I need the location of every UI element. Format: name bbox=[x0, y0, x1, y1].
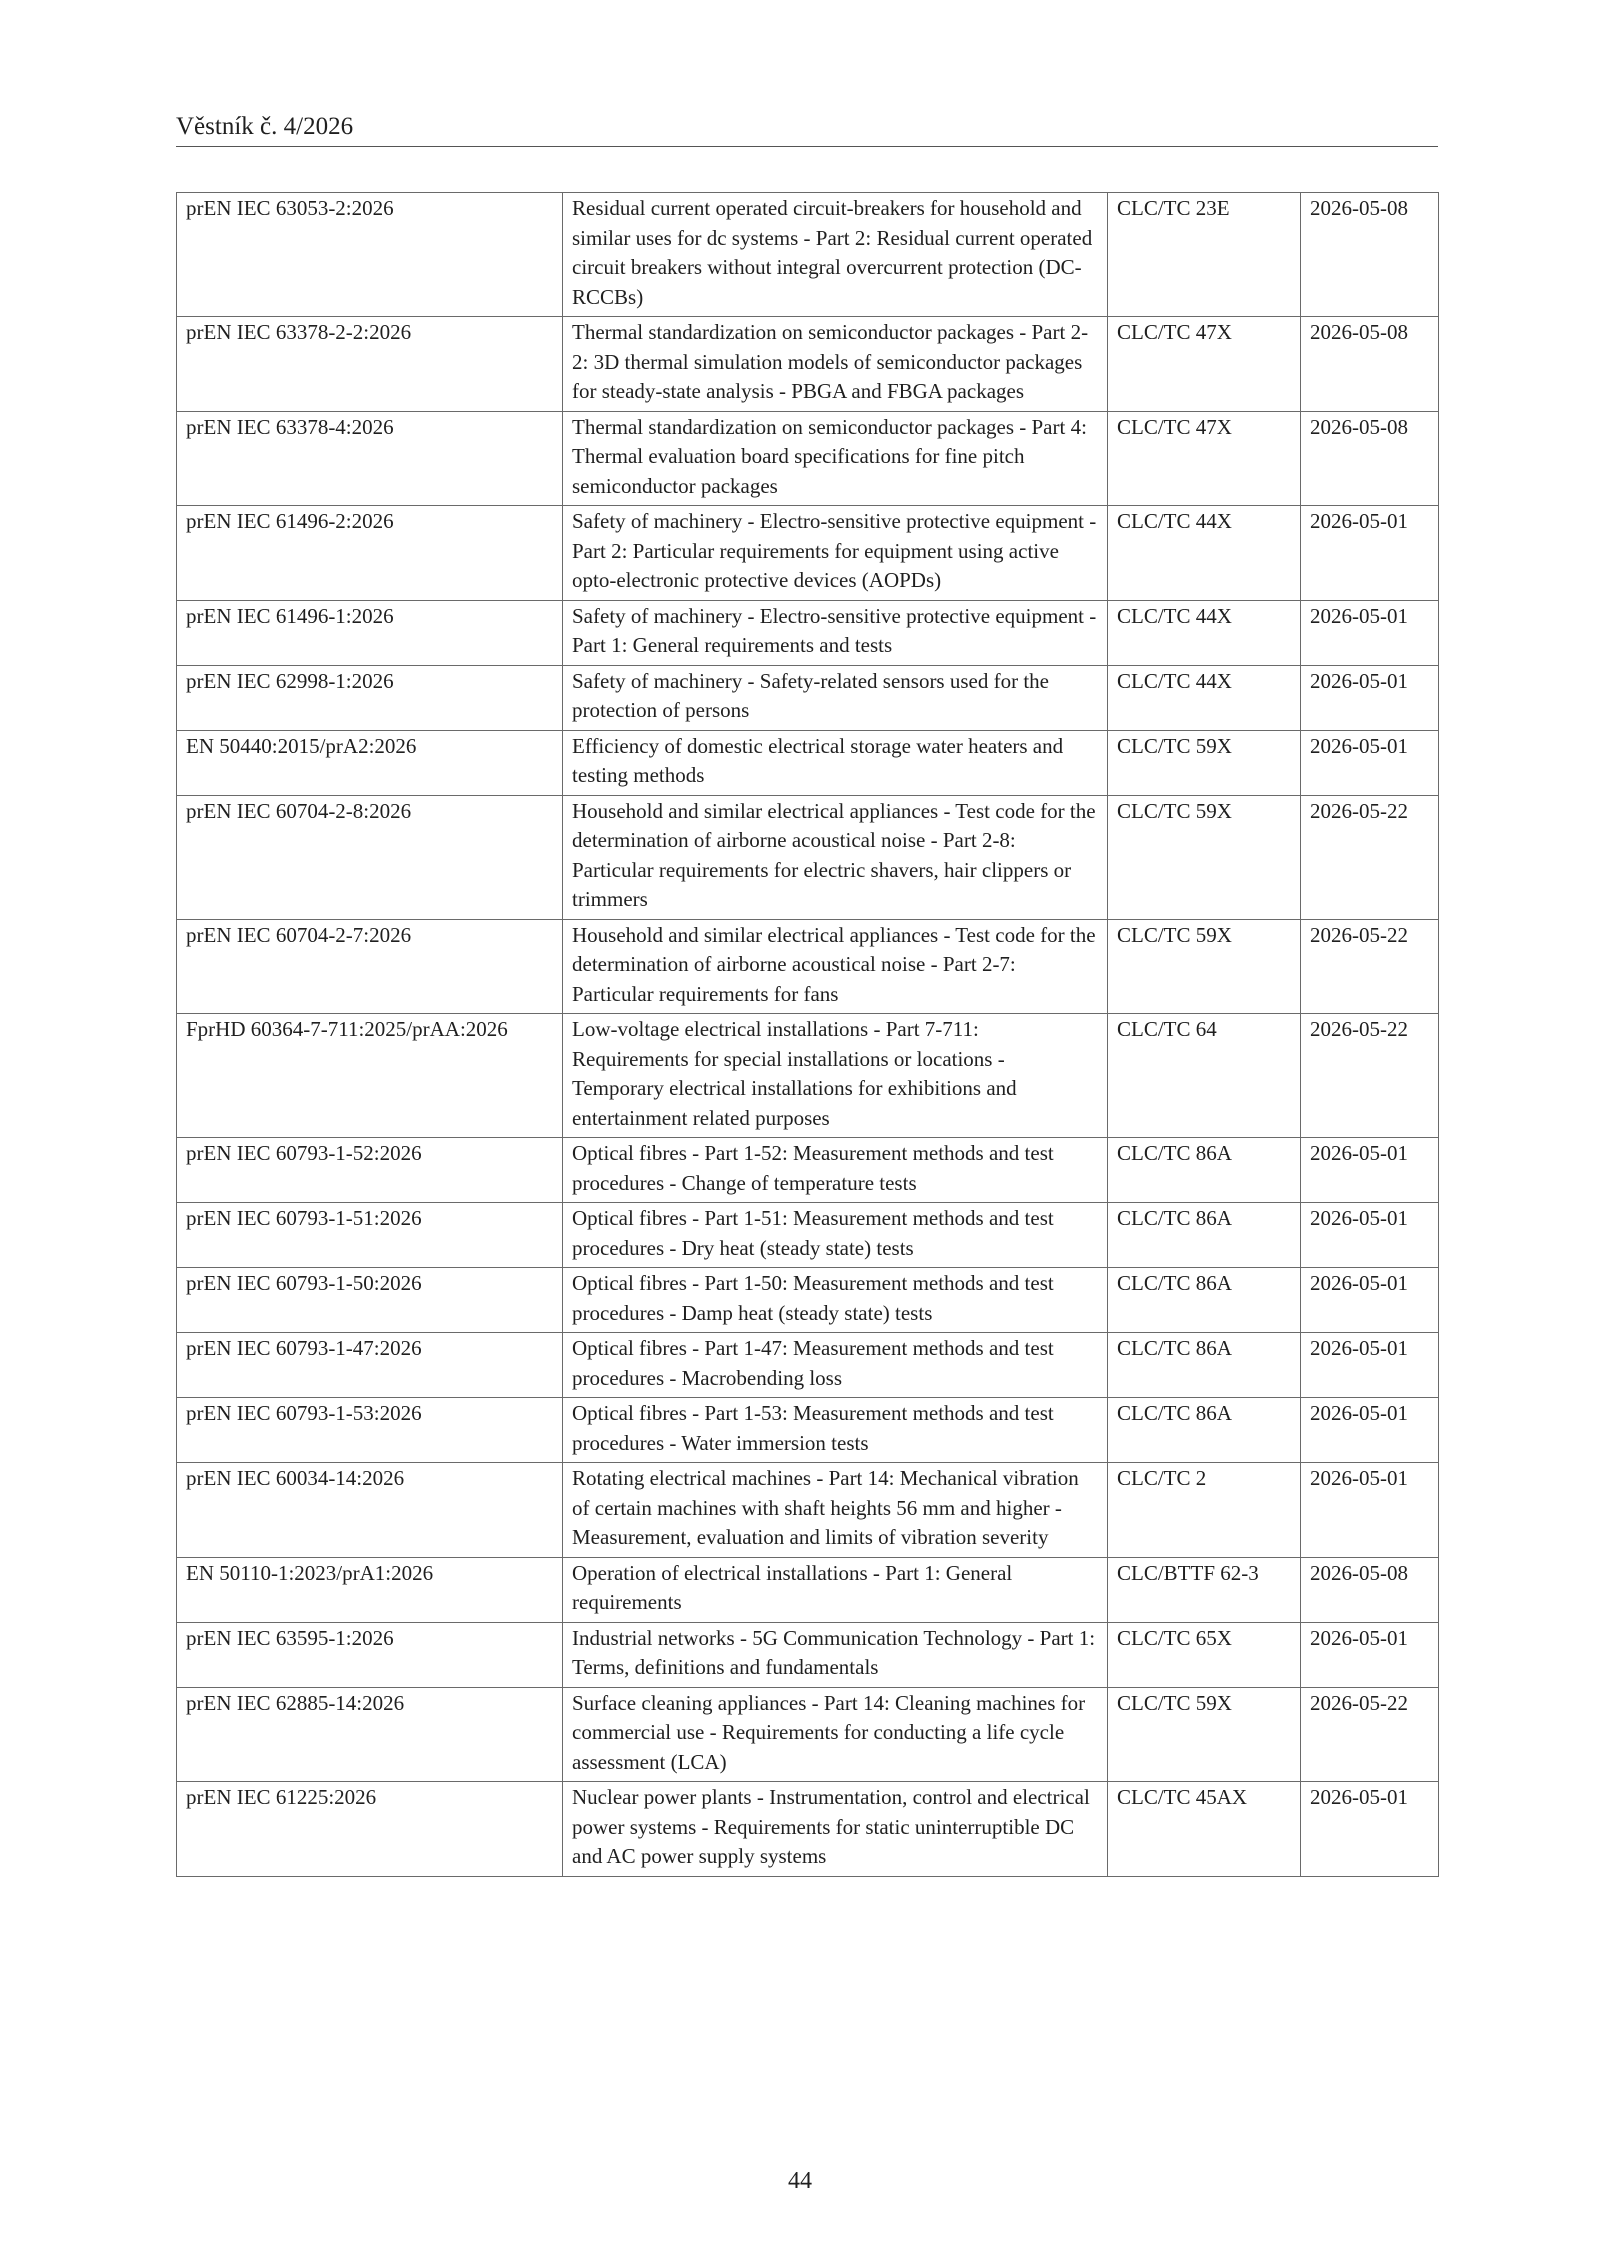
standard-id-cell: prEN IEC 60793-1-51:2026 bbox=[177, 1203, 563, 1268]
standard-title-cell: Optical fibres - Part 1-51: Measurement methods and test procedures - Dry heat (steady state) tests bbox=[563, 1203, 1108, 1268]
page-header bbox=[176, 112, 1438, 147]
table-row bbox=[177, 1782, 1439, 1877]
standard-title-cell: Optical fibres - Part 1-52: Measurement methods and test procedures - Change of temperature tests bbox=[563, 1138, 1108, 1203]
table-row bbox=[177, 730, 1439, 795]
page-number: 44 bbox=[788, 2168, 812, 2194]
table-row bbox=[177, 1014, 1439, 1138]
standard-title-cell: Rotating electrical machines - Part 14: Mechanical vibration of certain machines with shaft heights 56 mm and higher - Measurement, evaluation and limits of vibration severity bbox=[563, 1463, 1108, 1558]
table-row bbox=[177, 795, 1439, 919]
standard-id-cell: prEN IEC 60034-14:2026 bbox=[177, 1463, 563, 1558]
standard-title-cell: Operation of electrical installations - Part 1: General requirements bbox=[563, 1557, 1108, 1622]
standard-id-cell: prEN IEC 60793-1-52:2026 bbox=[177, 1138, 563, 1203]
standard-id-cell: prEN IEC 60793-1-53:2026 bbox=[177, 1398, 563, 1463]
committee-cell: CLC/TC 47X bbox=[1108, 317, 1301, 412]
table-row bbox=[177, 1333, 1439, 1398]
standard-title-cell: Safety of machinery - Safety-related sensors used for the protection of persons bbox=[563, 665, 1108, 730]
standard-title-cell: Optical fibres - Part 1-50: Measurement methods and test procedures - Damp heat (steady state) tests bbox=[563, 1268, 1108, 1333]
standard-id-cell: prEN IEC 63378-2-2:2026 bbox=[177, 317, 563, 412]
committee-cell: CLC/TC 86A bbox=[1108, 1268, 1301, 1333]
standard-id-cell: FprHD 60364-7-711:2025/prAA:2026 bbox=[177, 1014, 563, 1138]
standard-title-cell: Safety of machinery - Electro-sensitive protective equipment - Part 1: General requirements and tests bbox=[563, 600, 1108, 665]
standard-title-cell: Optical fibres - Part 1-53: Measurement methods and test procedures - Water immersion tests bbox=[563, 1398, 1108, 1463]
deadline-date-cell: 2026-05-01 bbox=[1301, 1622, 1439, 1687]
committee-cell: CLC/TC 86A bbox=[1108, 1203, 1301, 1268]
standard-id-cell: prEN IEC 61225:2026 bbox=[177, 1782, 563, 1877]
committee-cell: CLC/TC 45AX bbox=[1108, 1782, 1301, 1877]
committee-cell: CLC/TC 59X bbox=[1108, 730, 1301, 795]
standard-id-cell: EN 50110-1:2023/prA1:2026 bbox=[177, 1557, 563, 1622]
standard-title-cell: Low-voltage electrical installations - Part 7-711: Requirements for special installations or locations - Temporary electrical installations for exhibitions and entertainment related purposes bbox=[563, 1014, 1108, 1138]
standard-title-cell: Optical fibres - Part 1-47: Measurement methods and test procedures - Macrobending loss bbox=[563, 1333, 1108, 1398]
standard-title-cell: Thermal standardization on semiconductor packages - Part 2-2: 3D thermal simulation models of semiconductor packages for steady-state analysis - PBGA and FBGA packages bbox=[563, 317, 1108, 412]
table-row bbox=[177, 1203, 1439, 1268]
standard-title-cell: Household and similar electrical appliances - Test code for the determination of airborne acoustical noise - Part 2-8: Particular requirements for electric shavers, hair clippers or trimmers bbox=[563, 795, 1108, 919]
standard-title-cell: Thermal standardization on semiconductor packages - Part 4: Thermal evaluation board specifications for fine pitch semiconductor packages bbox=[563, 411, 1108, 506]
deadline-date-cell: 2026-05-08 bbox=[1301, 193, 1439, 317]
standards-table bbox=[176, 192, 1439, 1877]
deadline-date-cell: 2026-05-22 bbox=[1301, 919, 1439, 1014]
committee-cell: CLC/TC 64 bbox=[1108, 1014, 1301, 1138]
table-row bbox=[177, 919, 1439, 1014]
deadline-date-cell: 2026-05-01 bbox=[1301, 1268, 1439, 1333]
table-row bbox=[177, 600, 1439, 665]
table-row bbox=[177, 411, 1439, 506]
committee-cell: CLC/TC 65X bbox=[1108, 1622, 1301, 1687]
deadline-date-cell: 2026-05-01 bbox=[1301, 506, 1439, 601]
standard-id-cell: prEN IEC 63378-4:2026 bbox=[177, 411, 563, 506]
table-row bbox=[177, 193, 1439, 317]
deadline-date-cell: 2026-05-08 bbox=[1301, 1557, 1439, 1622]
table-row bbox=[177, 1463, 1439, 1558]
deadline-date-cell: 2026-05-01 bbox=[1301, 1782, 1439, 1877]
committee-cell: CLC/TC 86A bbox=[1108, 1138, 1301, 1203]
table-row bbox=[177, 1557, 1439, 1622]
table-row bbox=[177, 506, 1439, 601]
table-row bbox=[177, 1622, 1439, 1687]
committee-cell: CLC/TC 47X bbox=[1108, 411, 1301, 506]
standards-table-body bbox=[177, 193, 1439, 1877]
standard-id-cell: prEN IEC 63595-1:2026 bbox=[177, 1622, 563, 1687]
standard-id-cell: prEN IEC 62885-14:2026 bbox=[177, 1687, 563, 1782]
standard-title-cell: Safety of machinery - Electro-sensitive protective equipment - Part 2: Particular requirements for equipment using active opto-electronic protective devices (AOPDs) bbox=[563, 506, 1108, 601]
deadline-date-cell: 2026-05-01 bbox=[1301, 1333, 1439, 1398]
committee-cell: CLC/TC 59X bbox=[1108, 795, 1301, 919]
deadline-date-cell: 2026-05-01 bbox=[1301, 665, 1439, 730]
standard-title-cell: Residual current operated circuit-breakers for household and similar uses for dc systems - Part 2: Residual current operated circuit breakers without integral overcurrent protection (DC-RCCBs) bbox=[563, 193, 1108, 317]
standard-id-cell: prEN IEC 62998-1:2026 bbox=[177, 665, 563, 730]
standard-id-cell: prEN IEC 60793-1-47:2026 bbox=[177, 1333, 563, 1398]
standard-title-cell: Nuclear power plants - Instrumentation, control and electrical power systems - Requirements for static uninterruptible DC and AC power supply systems bbox=[563, 1782, 1108, 1877]
standard-id-cell: prEN IEC 60704-2-7:2026 bbox=[177, 919, 563, 1014]
deadline-date-cell: 2026-05-08 bbox=[1301, 411, 1439, 506]
table-row bbox=[177, 1687, 1439, 1782]
deadline-date-cell: 2026-05-22 bbox=[1301, 1687, 1439, 1782]
standard-id-cell: prEN IEC 61496-1:2026 bbox=[177, 600, 563, 665]
deadline-date-cell: 2026-05-22 bbox=[1301, 1014, 1439, 1138]
standard-title-cell: Household and similar electrical appliances - Test code for the determination of airborne acoustical noise - Part 2-7: Particular requirements for fans bbox=[563, 919, 1108, 1014]
deadline-date-cell: 2026-05-01 bbox=[1301, 1398, 1439, 1463]
standard-title-cell: Surface cleaning appliances - Part 14: Cleaning machines for commercial use - Requirements for conducting a life cycle assessment (LCA) bbox=[563, 1687, 1108, 1782]
table-row bbox=[177, 1268, 1439, 1333]
committee-cell: CLC/TC 23E bbox=[1108, 193, 1301, 317]
committee-cell: CLC/TC 44X bbox=[1108, 665, 1301, 730]
standard-id-cell: EN 50440:2015/prA2:2026 bbox=[177, 730, 563, 795]
standard-title-cell: Industrial networks - 5G Communication Technology - Part 1: Terms, definitions and fundamentals bbox=[563, 1622, 1108, 1687]
deadline-date-cell: 2026-05-01 bbox=[1301, 1463, 1439, 1558]
table-row bbox=[177, 1398, 1439, 1463]
committee-cell: CLC/BTTF 62-3 bbox=[1108, 1557, 1301, 1622]
standard-id-cell: prEN IEC 61496-2:2026 bbox=[177, 506, 563, 601]
committee-cell: CLC/TC 44X bbox=[1108, 600, 1301, 665]
deadline-date-cell: 2026-05-01 bbox=[1301, 730, 1439, 795]
committee-cell: CLC/TC 86A bbox=[1108, 1333, 1301, 1398]
committee-cell: CLC/TC 59X bbox=[1108, 919, 1301, 1014]
committee-cell: CLC/TC 44X bbox=[1108, 506, 1301, 601]
deadline-date-cell: 2026-05-22 bbox=[1301, 795, 1439, 919]
deadline-date-cell: 2026-05-08 bbox=[1301, 317, 1439, 412]
table-row bbox=[177, 317, 1439, 412]
standard-id-cell: prEN IEC 60704-2-8:2026 bbox=[177, 795, 563, 919]
committee-cell: CLC/TC 2 bbox=[1108, 1463, 1301, 1558]
committee-cell: CLC/TC 59X bbox=[1108, 1687, 1301, 1782]
committee-cell: CLC/TC 86A bbox=[1108, 1398, 1301, 1463]
standard-title-cell: Efficiency of domestic electrical storage water heaters and testing methods bbox=[563, 730, 1108, 795]
deadline-date-cell: 2026-05-01 bbox=[1301, 1203, 1439, 1268]
bulletin-title: Věstník č. 4/2026 bbox=[176, 113, 354, 140]
deadline-date-cell: 2026-05-01 bbox=[1301, 1138, 1439, 1203]
table-row bbox=[177, 665, 1439, 730]
page-footer bbox=[0, 2168, 1600, 2195]
standard-id-cell: prEN IEC 63053-2:2026 bbox=[177, 193, 563, 317]
deadline-date-cell: 2026-05-01 bbox=[1301, 600, 1439, 665]
standard-id-cell: prEN IEC 60793-1-50:2026 bbox=[177, 1268, 563, 1333]
table-row bbox=[177, 1138, 1439, 1203]
